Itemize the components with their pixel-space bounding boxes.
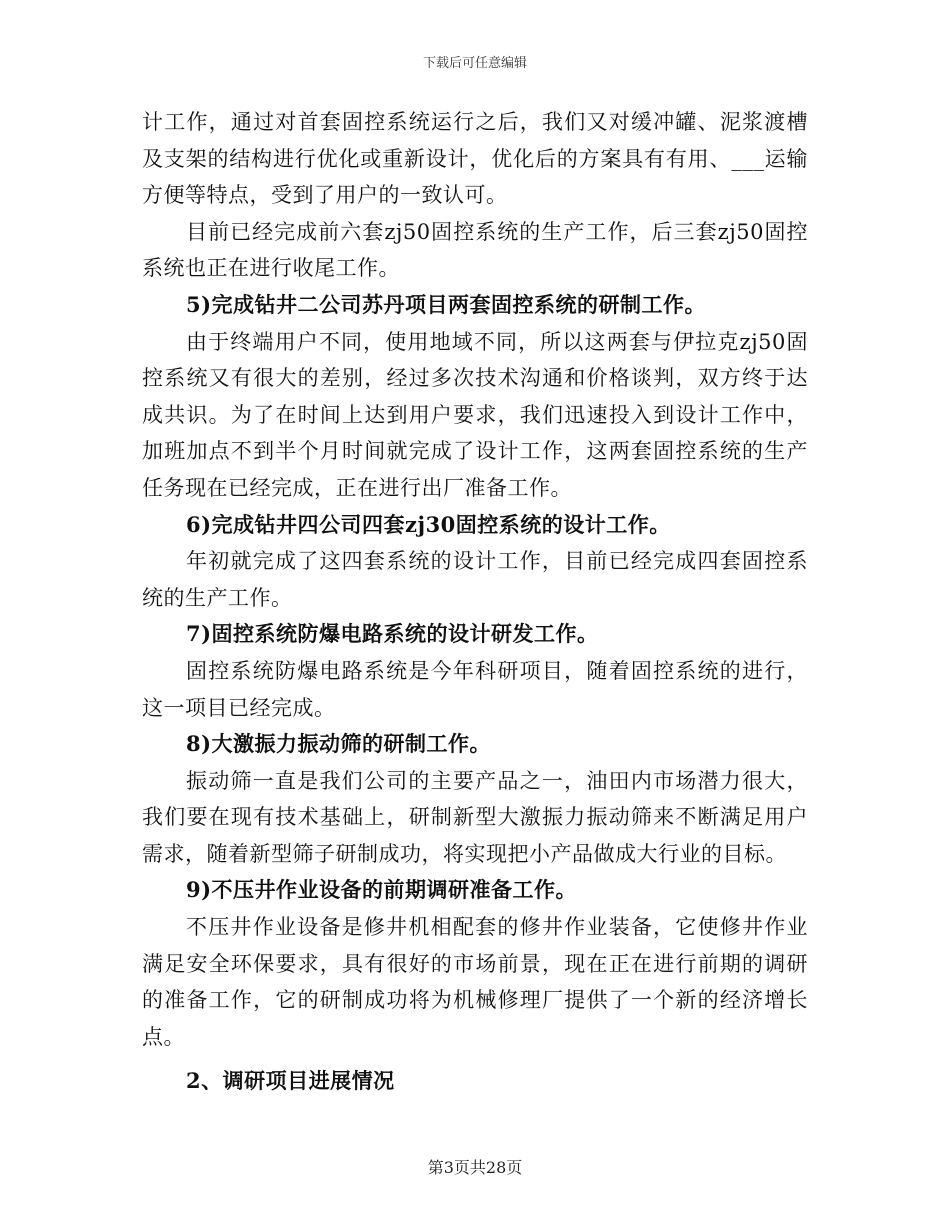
paragraph-item-8: 振动筛一直是我们公司的主要产品之一，油田内市场潜力很大，我们要在现有技术基础上，研制新型大激振力振动筛来不断满足用户需求，随着新型筛子研制成功，将实现把小产品做成大行业的目标。 bbox=[142, 768, 808, 866]
section-heading-research-progress: 2、调研项目进展情况 bbox=[186, 1068, 395, 1094]
paragraph-item-5: 由于终端用户不同，使用地域不同，所以这两套与伊拉克zj50固控系统又有很大的差别，经过多次技术沟通和价格谈判，双方终于达成共识。为了在时间上达到用户要求，我们迅速投入到设计工作中，加班加点不到半个月时间就完成了设计工作，这两套固控系统的生产任务现在已经完成，正在进行出厂准备工作。 bbox=[142, 329, 808, 500]
heading-item-9: 9)不压井作业设备的前期调研准备工作。 bbox=[186, 877, 578, 903]
paragraph-item-6: 年初就完成了这四套系统的设计工作，目前已经完成四套固控系统的生产工作。 bbox=[142, 549, 808, 610]
page-header: 下载后可任意编辑 bbox=[422, 56, 527, 71]
paragraph-continuation: 计工作，通过对首套固控系统运行之后，我们又对缓冲罐、泥浆渡槽及支架的结构进行优化或重新设计，优化后的方案具有有用、___运输方便等特点，受到了用户的一致认可。 bbox=[142, 110, 808, 208]
paragraph-item-7: 固控系统防爆电路系统是今年科研项目，随着固控系统的进行，这一项目已经完成。 bbox=[142, 658, 808, 720]
paragraph-production-status: 目前已经完成前六套zj50固控系统的生产工作，后三套zj50固控系统也正在进行收尾工作。 bbox=[142, 219, 808, 281]
heading-item-7: 7)固控系统防爆电路系统的设计研发工作。 bbox=[186, 621, 599, 647]
heading-item-8: 8)大激振力振动筛的研制工作。 bbox=[186, 731, 492, 757]
heading-item-5: 5)完成钻井二公司苏丹项目两套固控系统的研制工作。 bbox=[186, 291, 707, 317]
heading-item-6: 6)完成钻井四公司四套zj30固控系统的设计工作。 bbox=[186, 511, 671, 537]
paragraph-item-9: 不压井作业设备是修井机相配套的修井作业装备，它使修井作业满足安全环保要求，具有很好的市场前景，现在正在进行前期的调研的准备工作，它的研制成功将为机械修理厂提供了一个新的经济增长点。 bbox=[142, 915, 808, 1049]
page-number: 第3页共28页 bbox=[427, 1158, 523, 1177]
document-body bbox=[142, 104, 808, 1100]
